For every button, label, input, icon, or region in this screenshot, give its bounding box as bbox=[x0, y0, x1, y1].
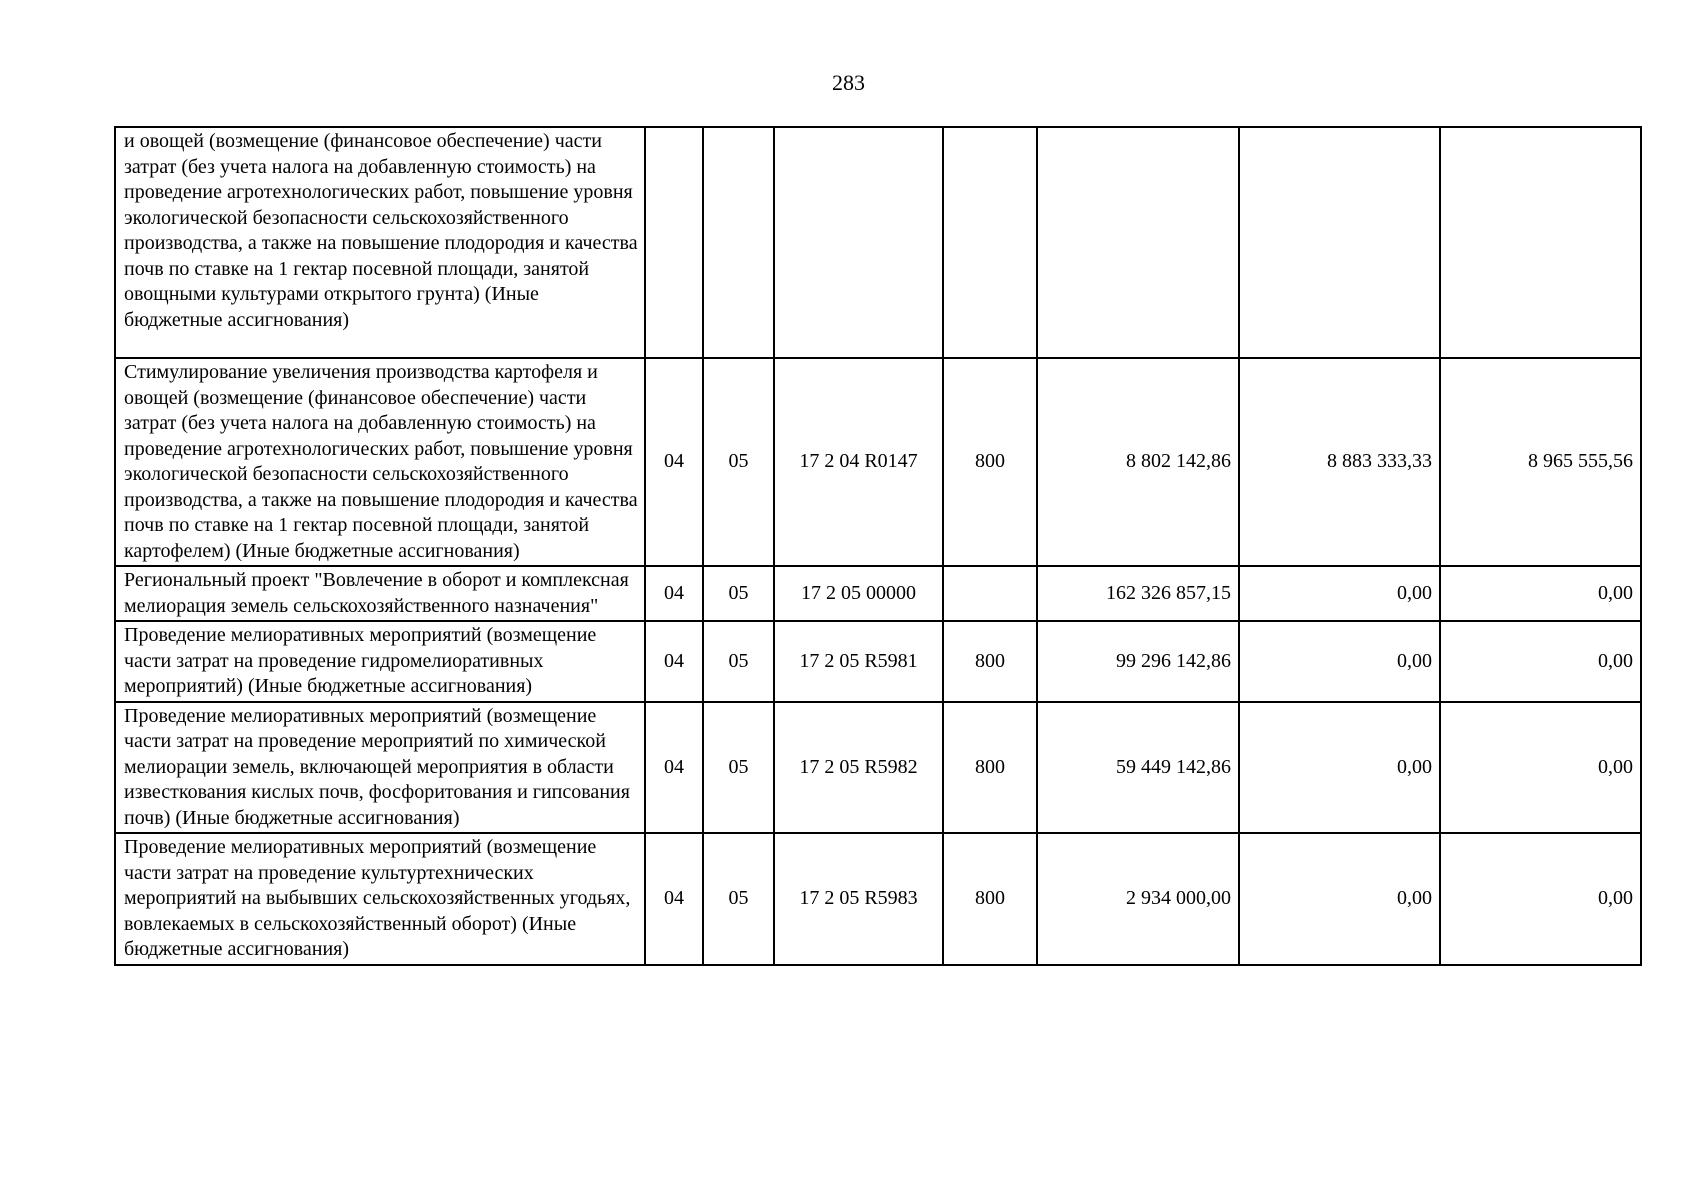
table-row bbox=[115, 566, 1641, 621]
target-article-cell: 17 2 04 R0147 bbox=[774, 358, 943, 566]
expense-type-cell: 800 bbox=[943, 358, 1037, 566]
target-article-cell: 17 2 05 R5982 bbox=[774, 702, 943, 834]
row-description: и овощей (возмещение (финансовое обеспечение) части затрат (без учета налога на добавленную стоимость) на проведение агротехнологических работ, повышение уровня экологической безопасности сельскохозяйственного производства, а также на повышение плодородия и качества почв по ставке на 1 гектар посевной площади, занятой овощными культурами открытого грунта) (Иные бюджетные ассигнования) bbox=[115, 127, 645, 358]
table-row bbox=[115, 621, 1641, 702]
amount-1-cell bbox=[1037, 127, 1239, 358]
section-code-cell: 04 bbox=[645, 621, 703, 702]
subsection-code-cell: 05 bbox=[703, 566, 774, 621]
subsection-code-cell: 05 bbox=[703, 621, 774, 702]
expense-type-cell: 800 bbox=[943, 621, 1037, 702]
amount-2-cell: 0,00 bbox=[1239, 833, 1440, 965]
expense-type-cell bbox=[943, 566, 1037, 621]
target-article-cell: 17 2 05 R5983 bbox=[774, 833, 943, 965]
section-code-cell: 04 bbox=[645, 833, 703, 965]
amount-3-cell: 8 965 555,56 bbox=[1440, 358, 1641, 566]
subsection-code-cell: 05 bbox=[703, 358, 774, 566]
amount-1-cell: 8 802 142,86 bbox=[1037, 358, 1239, 566]
amount-3-cell: 0,00 bbox=[1440, 702, 1641, 834]
row-description: Стимулирование увеличения производства картофеля и овощей (возмещение (финансовое обеспечение) части затрат (без учета налога на добавленную стоимость) на проведение агротехнологических работ, повышение уровня экологической безопасности сельскохозяйственного производства, а также на повышение плодородия и качества почв по ставке на 1 гектар посевной площади, занятой картофелем) (Иные бюджетные ассигнования) bbox=[115, 358, 645, 566]
section-code-cell bbox=[645, 127, 703, 358]
table-row bbox=[115, 833, 1641, 965]
row-description: Региональный проект "Вовлечение в оборот и комплексная мелиорация земель сельскохозяйственного назначения" bbox=[115, 566, 645, 621]
amount-2-cell: 0,00 bbox=[1239, 702, 1440, 834]
section-code-cell: 04 bbox=[645, 566, 703, 621]
subsection-code-cell: 05 bbox=[703, 702, 774, 834]
subsection-code-cell: 05 bbox=[703, 833, 774, 965]
subsection-code-cell bbox=[703, 127, 774, 358]
budget-table bbox=[114, 126, 1642, 966]
expense-type-cell: 800 bbox=[943, 702, 1037, 834]
amount-3-cell bbox=[1440, 127, 1641, 358]
amount-2-cell bbox=[1239, 127, 1440, 358]
table-row bbox=[115, 127, 1641, 358]
amount-2-cell: 0,00 bbox=[1239, 621, 1440, 702]
amount-2-cell: 8 883 333,33 bbox=[1239, 358, 1440, 566]
amount-1-cell: 162 326 857,15 bbox=[1037, 566, 1239, 621]
expense-type-cell: 800 bbox=[943, 833, 1037, 965]
amount-1-cell: 99 296 142,86 bbox=[1037, 621, 1239, 702]
amount-1-cell: 2 934 000,00 bbox=[1037, 833, 1239, 965]
row-description: Проведение мелиоративных мероприятий (возмещение части затрат на проведение гидромелиоративных мероприятий) (Иные бюджетные ассигнования) bbox=[115, 621, 645, 702]
target-article-cell: 17 2 05 00000 bbox=[774, 566, 943, 621]
amount-3-cell: 0,00 bbox=[1440, 566, 1641, 621]
table-row bbox=[115, 358, 1641, 566]
target-article-cell bbox=[774, 127, 943, 358]
row-description: Проведение мелиоративных мероприятий (возмещение части затрат на проведение мероприятий по химической мелиорации земель, включающей мероприятия в области известкования кислых почв, фосфоритования и гипсования почв) (Иные бюджетные ассигнования) bbox=[115, 702, 645, 834]
table-row bbox=[115, 702, 1641, 834]
section-code-cell: 04 bbox=[645, 702, 703, 834]
amount-2-cell: 0,00 bbox=[1239, 566, 1440, 621]
section-code-cell: 04 bbox=[645, 358, 703, 566]
page-number: 283 bbox=[832, 70, 865, 95]
target-article-cell: 17 2 05 R5981 bbox=[774, 621, 943, 702]
expense-type-cell bbox=[943, 127, 1037, 358]
row-description: Проведение мелиоративных мероприятий (возмещение части затрат на проведение культуртехнических мероприятий на выбывших сельскохозяйственных угодьях, вовлекаемых в сельскохозяйственный оборот) (Иные бюджетные ассигнования) bbox=[115, 833, 645, 965]
amount-1-cell: 59 449 142,86 bbox=[1037, 702, 1239, 834]
amount-3-cell: 0,00 bbox=[1440, 621, 1641, 702]
amount-3-cell: 0,00 bbox=[1440, 833, 1641, 965]
